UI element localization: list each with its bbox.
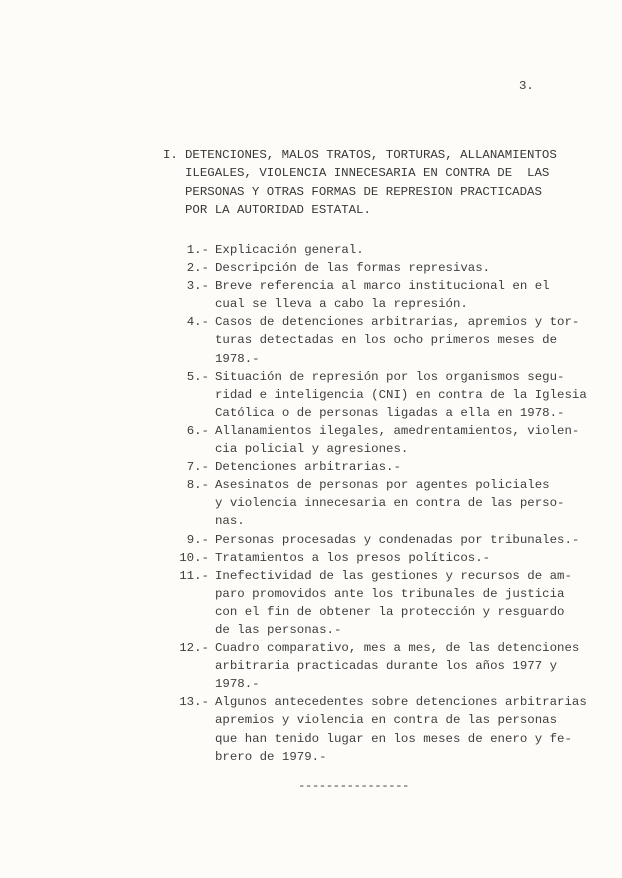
list-item — [168, 476, 608, 530]
list-item — [168, 313, 608, 367]
list-item — [168, 549, 608, 567]
item-line: Breve referencia al marco institucional en el — [215, 279, 550, 294]
item-line: apremios y violencia en contra de las personas — [215, 713, 558, 728]
section-title — [185, 146, 583, 219]
item-text — [215, 368, 587, 422]
item-text — [215, 458, 401, 476]
section-title-line: PERSONAS Y OTRAS FORMAS DE REPRESION PRACTICADAS — [185, 184, 542, 199]
item-line: 1978.- — [215, 677, 260, 692]
item-number: 8.- — [186, 478, 209, 493]
page-number: 3. — [519, 79, 534, 93]
list-item — [168, 693, 608, 765]
item-text — [215, 277, 550, 313]
item-line: 1978.- — [215, 351, 260, 366]
item-text — [215, 422, 579, 458]
item-text — [215, 313, 579, 367]
item-line: cia policial y agresiones. — [215, 442, 409, 457]
item-line: y violencia innecesaria en contra de las perso- — [215, 496, 565, 511]
section-heading — [163, 146, 583, 219]
item-line: Cuadro comparativo, mes a mes, de las detenciones — [215, 641, 580, 656]
item-number: 7.- — [186, 460, 209, 475]
section-title-line: DETENCIONES, MALOS TRATOS, TORTURAS, ALLANAMIENTOS — [185, 148, 557, 162]
item-line: Situación de represión por los organismos segu- — [215, 369, 565, 384]
item-number: 5.- — [186, 369, 209, 384]
item-line: que han tenido lugar en los meses de enero y fe- — [215, 731, 572, 746]
item-number: 4.- — [186, 315, 209, 330]
item-number: 3.- — [186, 279, 209, 294]
item-text — [215, 241, 364, 259]
item-line: nas. — [215, 514, 245, 529]
item-line: Inefectividad de las gestiones y recursos de am- — [215, 568, 572, 583]
list-item — [168, 567, 608, 639]
list-item — [168, 531, 608, 549]
section-title-line: ILEGALES, VIOLENCIA INNECESARIA EN CONTRA DE LAS — [185, 166, 550, 181]
item-line: Casos de detenciones arbitrarias, apremios y tor- — [215, 315, 580, 330]
item-line: Algunos antecedentes sobre detenciones arbitrarias — [215, 695, 587, 710]
list-item — [168, 422, 608, 458]
list-item — [168, 277, 608, 313]
item-number: 12.- — [179, 641, 209, 656]
item-number: 9.- — [186, 532, 209, 547]
item-text — [215, 259, 490, 277]
item-number: 1.- — [186, 243, 209, 257]
item-text — [215, 531, 579, 549]
list-item — [168, 639, 608, 693]
item-line: Explicación general. — [215, 243, 364, 257]
item-line: Detenciones arbitrarias.- — [215, 460, 401, 475]
item-line: Asesinatos de personas por agentes policiales — [215, 478, 550, 493]
item-line: arbitraria practicadas durante los años 1977 y — [215, 659, 558, 674]
item-number: 11.- — [179, 568, 209, 583]
item-number: 6.- — [186, 423, 209, 438]
section-number: I. — [163, 148, 178, 162]
item-text — [215, 567, 572, 639]
item-line: cual se lleva a cabo la represión. — [215, 297, 468, 312]
item-line: paro promovidos ante los tribunales de justicia — [215, 586, 565, 601]
item-line: de las personas.- — [215, 622, 342, 637]
list-item — [168, 368, 608, 422]
item-text — [215, 693, 587, 765]
item-text — [215, 549, 490, 567]
list-item — [168, 241, 608, 259]
list-item — [168, 458, 608, 476]
item-line: brero de 1979.- — [215, 749, 327, 764]
item-number: 2.- — [186, 261, 209, 276]
item-line: con el fin de obtener la protección y resguardo — [215, 604, 565, 619]
item-line: Personas procesadas y condenadas por tribunales.- — [215, 532, 580, 547]
contents-list — [168, 241, 608, 766]
item-line: Allanamientos ilegales, amedrentamientos, violen- — [215, 423, 580, 438]
section-title-line: POR LA AUTORIDAD ESTATAL. — [185, 202, 371, 217]
item-line: ridad e inteligencia (CNI) en contra de la Iglesia — [215, 387, 587, 402]
separator-line: ---------------- — [298, 779, 409, 793]
item-line: Descripción de las formas represivas. — [215, 261, 491, 276]
item-number: 13.- — [179, 695, 209, 710]
item-line: Tratamientos a los presos políticos.- — [215, 550, 491, 565]
item-line: Católica o de personas ligadas a ella en 1978.- — [215, 405, 565, 420]
item-text — [215, 639, 579, 693]
list-item — [168, 259, 608, 277]
item-line: turas detectadas en los ocho primeros meses de — [215, 333, 558, 348]
item-text — [215, 476, 564, 530]
item-number: 10.- — [179, 550, 209, 565]
